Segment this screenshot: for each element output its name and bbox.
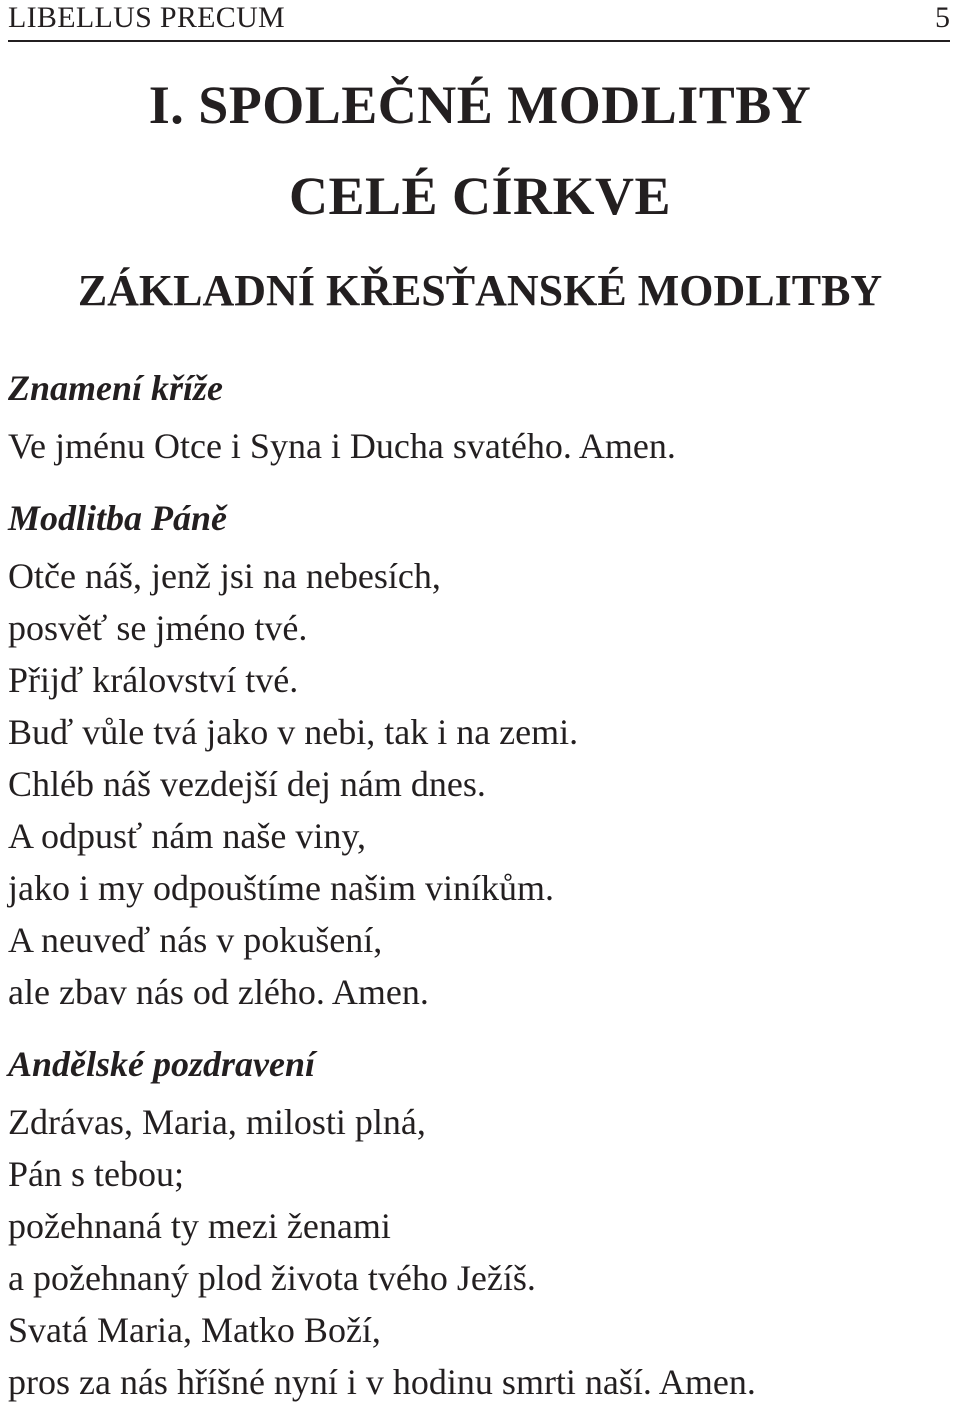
prayer-line: pros za nás hříšné nyní i v hodinu smrti naší. Amen.	[8, 1362, 756, 1402]
prayer-line: ale zbav nás od zlého. Amen.	[8, 972, 429, 1012]
section-title: ZÁKLADNÍ KŘESŤANSKÉ MODLITBY	[77, 266, 883, 315]
prayer-heading-sign-of-cross: Znamení kříže	[8, 368, 224, 408]
prayer-line: a požehnaný plod života tvého Ježíš.	[8, 1258, 536, 1298]
running-head-title: LIBELLUS PRECUM	[8, 1, 286, 34]
prayer-line: Zdrávas, Maria, milosti plná,	[8, 1102, 426, 1142]
prayer-line: Svatá Maria, Matko Boží,	[8, 1310, 381, 1350]
prayer-line: požehnaná ty mezi ženami	[8, 1206, 391, 1246]
prayer-line: Přijď království tvé.	[8, 660, 299, 700]
prayer-line: A odpusť nám naše viny,	[8, 816, 367, 856]
running-head	[8, 0, 950, 42]
prayer-line: Pán s tebou;	[8, 1154, 184, 1194]
prayer-heading-hail-mary: Andělské pozdravení	[8, 1044, 316, 1084]
prayer-line: A neuveď nás v pokušení,	[8, 920, 383, 960]
prayer-line: posvěť se jméno tvé.	[8, 608, 308, 648]
prayer-line: Chléb náš vezdejší dej nám dnes.	[8, 764, 486, 804]
prayer-line: Buď vůle tvá jako v nebi, tak i na zemi.	[8, 712, 579, 752]
prayer-line: Ve jménu Otce i Syna i Ducha svatého. Amen.	[8, 426, 676, 466]
prayer-heading-lords-prayer: Modlitba Páně	[8, 498, 228, 538]
prayer-line: jako i my odpouštíme našim viníkům.	[8, 868, 554, 908]
prayer-line: Otče náš, jenž jsi na nebesích,	[8, 556, 441, 596]
page-number: 5	[935, 1, 950, 34]
chapter-title-line-2: CELÉ CÍRKVE	[288, 166, 672, 226]
chapter-title-line-1: I. SPOLEČNÉ MODLITBY	[148, 75, 812, 135]
